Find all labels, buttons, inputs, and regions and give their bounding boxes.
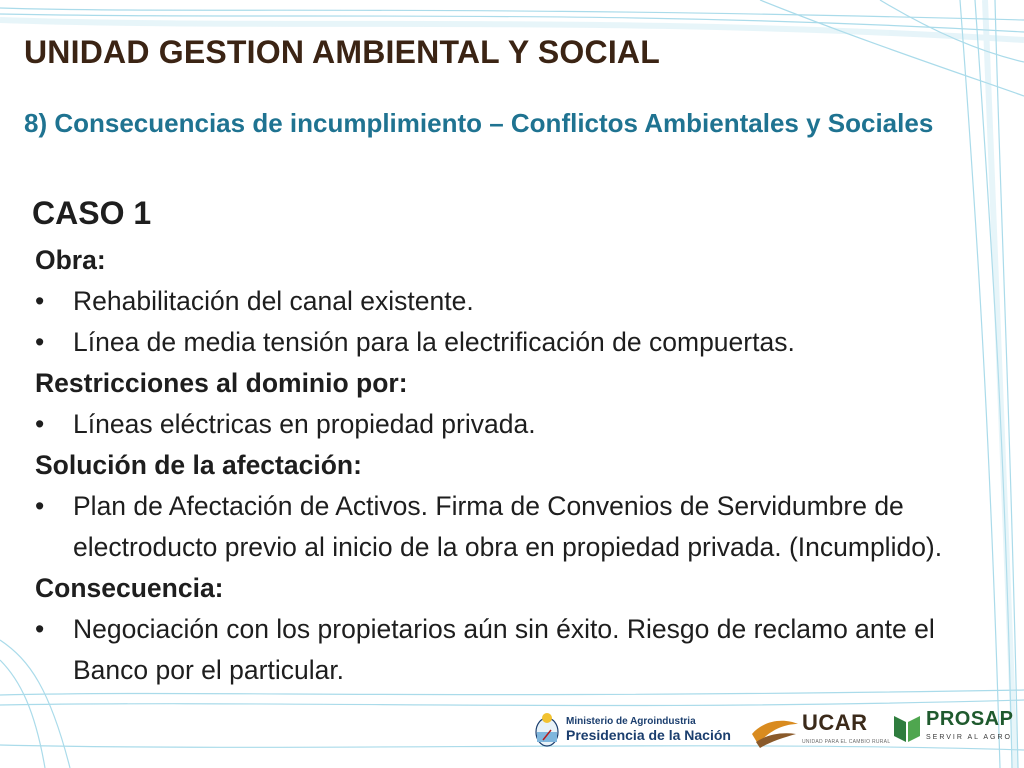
section-heading-consecuencia: Consecuencia: bbox=[35, 573, 224, 603]
prosap-logo: PROSAP SERVIR AL AGRO bbox=[892, 706, 1022, 754]
bullet-icon: • bbox=[35, 614, 45, 644]
bullet-item: • Rehabilitación del canal existente. bbox=[35, 281, 1010, 322]
slide-title: UNIDAD GESTION AMBIENTAL Y SOCIAL bbox=[24, 34, 660, 70]
bullet-item: • Negociación con los propietarios aún sin éxito. Riesgo de reclamo ante el Banco por el particular. bbox=[35, 609, 1010, 691]
case-content bbox=[35, 240, 1010, 691]
ministry-text: Ministerio de Agroindustria Presidencia de la Nación bbox=[566, 716, 731, 743]
case-title: CASO 1 bbox=[32, 195, 152, 231]
bullet-icon: • bbox=[35, 409, 45, 439]
bullet-item: • Plan de Afectación de Activos. Firma de Convenios de Servidumbre de electroducto previo al inicio de la obra en propiedad privada. (Incumplido). bbox=[35, 486, 1010, 568]
prosap-emblem-icon bbox=[892, 710, 922, 744]
bullet-icon: • bbox=[35, 286, 45, 316]
section-heading-solucion: Solución de la afectación: bbox=[35, 450, 362, 480]
ucar-logo: UCAR UNIDAD PARA EL CAMBIO RURAL bbox=[750, 708, 890, 752]
ucar-swoosh-icon bbox=[750, 712, 800, 752]
bullet-icon: • bbox=[35, 491, 45, 521]
slide-subtitle: 8) Consecuencias de incumplimiento – Conflictos Ambientales y Sociales bbox=[24, 108, 934, 138]
argentina-seal-icon bbox=[534, 710, 560, 750]
bullet-item: • Líneas eléctricas en propiedad privada. bbox=[35, 404, 1010, 445]
bullet-icon: • bbox=[35, 327, 45, 357]
footer-logos bbox=[530, 700, 1024, 760]
section-heading-obra: Obra: bbox=[35, 245, 106, 275]
bullet-item: • Línea de media tensión para la electrificación de compuertas. bbox=[35, 322, 1010, 363]
section-heading-restricciones: Restricciones al dominio por: bbox=[35, 368, 408, 398]
